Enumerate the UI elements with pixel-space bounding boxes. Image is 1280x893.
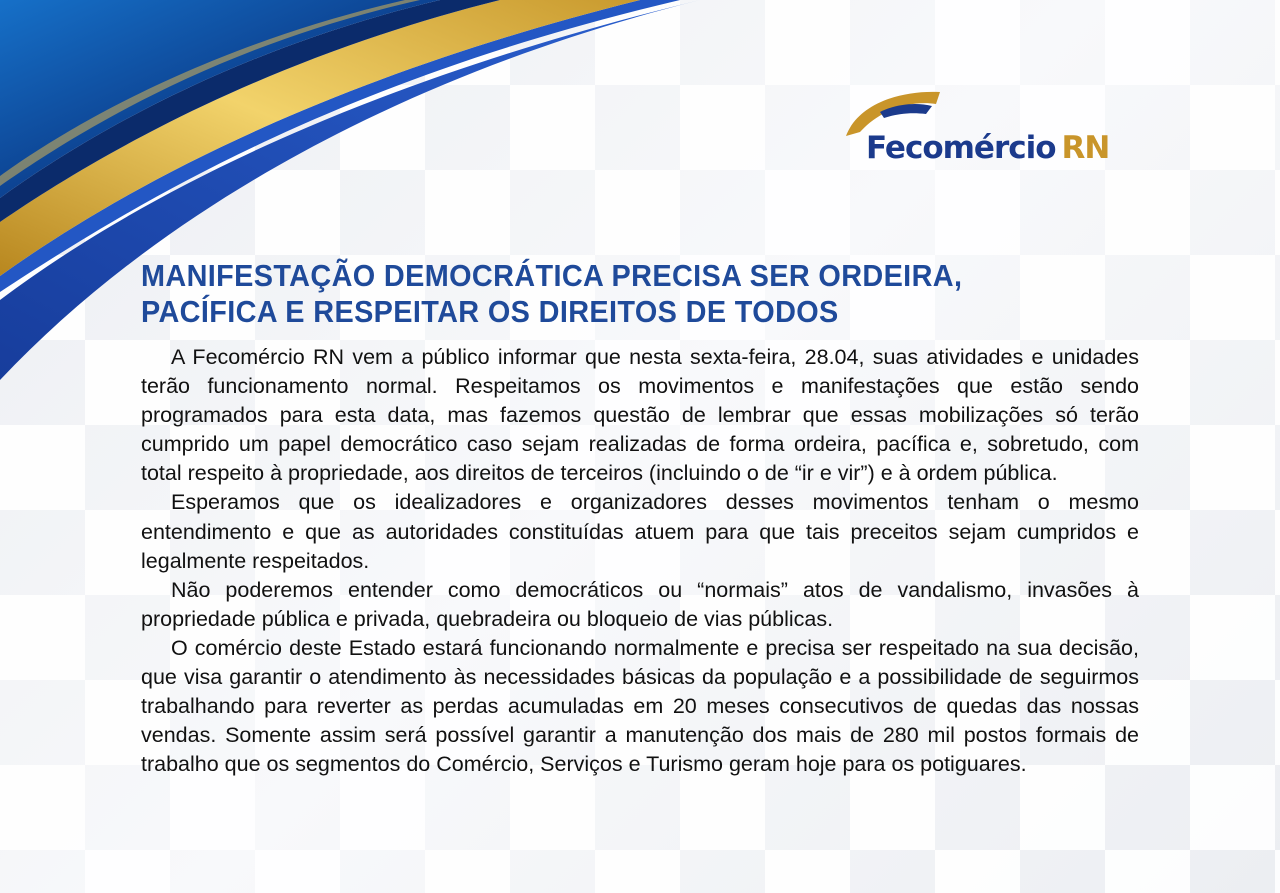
- logo-name: Fecomércio: [866, 130, 1056, 166]
- paragraph-4: O comércio deste Estado estará funcionando normalmente e precisa ser respeitado na sua decisão, que visa garantir o atendimento às necessidades básicas da população e a possibilidade de seguirmos trabalhando para reverter as perdas acumuladas em 20 meses consecutivos de quedas das nossas vendas. Somente assim será possível garantir a manutenção dos mais de 280 mil postos formais de trabalho que os segmentos do Comércio, Serviços e Turismo geram hoje para os potiguares.: [141, 635, 1139, 777]
- body-text: [141, 343, 1139, 779]
- paragraph-2: Esperamos que os idealizadores e organizadores desses movimentos tenham o mesmo entendimento e que as autoridades constituídas atuem para que tais preceitos sejam cumpridos e legalmente respeitados.: [141, 490, 1139, 573]
- paragraph-3: Não poderemos entender como democráticos ou “normais” atos de vandalismo, invasões à propriedade pública e privada, quebradeira ou bloqueio de vias públicas.: [141, 577, 1139, 631]
- fecomercio-logo: [840, 86, 1150, 176]
- title-line-1: MANIFESTAÇÃO DEMOCRÁTICA PRECISA SER ORDEIRA,: [141, 258, 963, 293]
- title-line-2: PACÍFICA E RESPEITAR OS DIREITOS DE TODOS: [141, 294, 839, 329]
- paragraph-1: A Fecomércio RN vem a público informar que nesta sexta-feira, 28.04, suas atividades e unidades terão funcionamento normal. Respeitamos os movimentos e manifestações que estão sendo programados para esta data, mas fazemos questão de lembrar que essas mobilizações só terão cumprido um papel democrático caso sejam realizadas de forma ordeira, pacífica e, sobretudo, com total respeito à propriedade, aos direitos de terceiros (incluindo o de “ir e vir”) e à ordem pública.: [141, 345, 1139, 486]
- logo-suffix: RN: [1061, 130, 1110, 166]
- page-title: [141, 258, 1071, 330]
